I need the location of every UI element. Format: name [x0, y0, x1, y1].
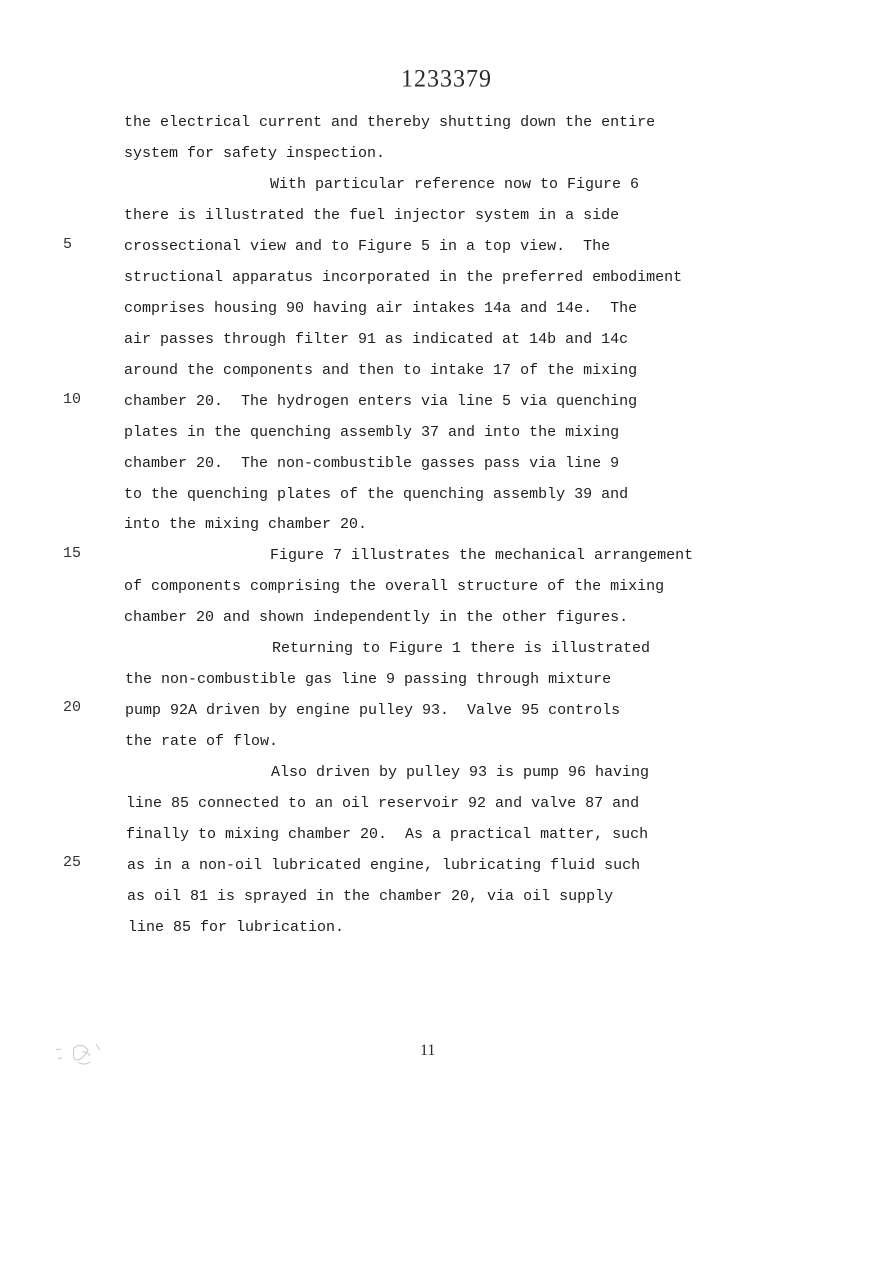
- page-number: 11: [420, 1042, 436, 1059]
- text-line: chamber 20 and shown independently in the other figures.: [124, 609, 629, 626]
- line-number-10: 10: [63, 391, 82, 408]
- text-line: chamber 20. The hydrogen enters via line 5 via quenching: [124, 393, 638, 410]
- scan-smudge-mark: [52, 1040, 118, 1072]
- text-line: finally to mixing chamber 20. As a practical matter, such: [126, 826, 649, 843]
- text-line: as in a non-oil lubricated engine, lubricating fluid such: [127, 857, 641, 874]
- text-line: system for safety inspection.: [124, 145, 386, 162]
- text-line: chamber 20. The non-combustible gasses pass via line 9: [124, 455, 620, 472]
- text-line: the electrical current and thereby shutting down the entire: [124, 114, 656, 131]
- text-line: into the mixing chamber 20.: [124, 516, 368, 533]
- text-line: the rate of flow.: [125, 733, 279, 750]
- text-line: Returning to Figure 1 there is illustrated: [272, 640, 651, 657]
- text-line: plates in the quenching assembly 37 and into the mixing: [124, 424, 620, 441]
- header-number: 1233379: [401, 65, 492, 93]
- line-number-25: 25: [63, 854, 82, 871]
- text-line: as oil 81 is sprayed in the chamber 20, via oil supply: [127, 888, 614, 905]
- text-line: around the components and then to intake 17 of the mixing: [124, 362, 638, 379]
- text-line: air passes through filter 91 as indicated at 14b and 14c: [124, 331, 629, 348]
- text-line: to the quenching plates of the quenching assembly 39 and: [124, 486, 629, 503]
- line-number-5: 5: [63, 236, 73, 253]
- text-line: With particular reference now to Figure 6: [270, 176, 640, 193]
- text-line: comprises housing 90 having air intakes 14a and 14e. The: [124, 300, 638, 317]
- text-line: pump 92A driven by engine pulley 93. Valve 95 controls: [125, 702, 621, 719]
- line-number-15: 15: [63, 545, 82, 562]
- text-line: structional apparatus incorporated in the preferred embodiment: [124, 269, 683, 286]
- text-line: crossectional view and to Figure 5 in a top view. The: [124, 238, 611, 255]
- line-number-20: 20: [63, 699, 82, 716]
- text-line: line 85 connected to an oil reservoir 92 and valve 87 and: [126, 795, 640, 812]
- text-line: the non-combustible gas line 9 passing through mixture: [125, 671, 612, 688]
- text-line: of components comprising the overall structure of the mixing: [124, 578, 665, 595]
- text-line: there is illustrated the fuel injector system in a side: [124, 207, 620, 224]
- text-line: Figure 7 illustrates the mechanical arrangement: [270, 547, 694, 564]
- text-line: line 85 for lubrication.: [128, 919, 345, 936]
- text-line: Also driven by pulley 93 is pump 96 having: [271, 764, 650, 781]
